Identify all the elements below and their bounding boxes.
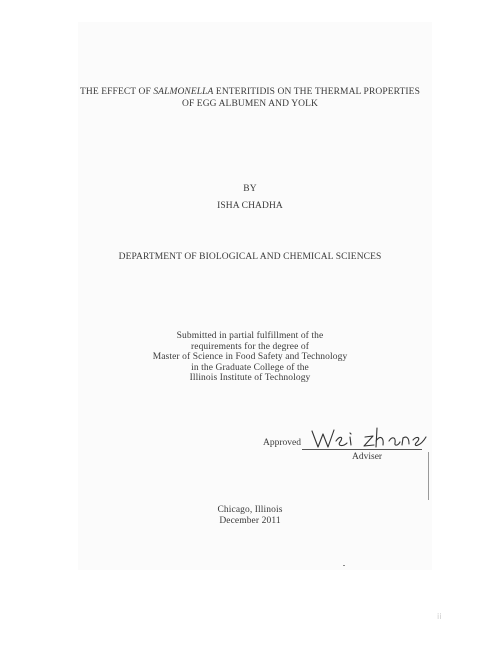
location-city: Chicago, Illinois [217,505,283,515]
adviser-label: Adviser [352,452,383,462]
scan-speck [343,565,345,566]
title-line-2: OF EGG ALBUMEN AND YOLK [181,99,318,109]
scan-edge-mark [428,452,429,500]
author-name: ISHA CHADHA [217,201,283,211]
title-prefix: THE EFFECT OF [80,87,154,97]
submission-line-1: Submitted in partial fulfillment of the [176,331,324,341]
title-italic-organism: SALMONELLA [153,87,214,97]
department-name: DEPARTMENT OF BIOLOGICAL AND CHEMICAL SCIENCES [118,252,382,262]
submission-line-2: requirements for the degree of [190,342,309,352]
submission-line-4: in the Graduate College of the [191,363,309,373]
page-number: ii [437,612,442,621]
by-label: BY [243,184,257,194]
submission-date: December 2011 [219,516,281,526]
submission-line-5: Illinois Institute of Technology [189,373,311,383]
title-line-1 [0,87,500,98]
title-suffix: ENTERITIDIS ON THE THERMAL PROPERTIES [213,87,420,97]
signature-line [302,449,422,450]
approved-label: Approved [263,438,301,448]
submission-line-3: Master of Science in Food Safety and Technology [152,352,348,362]
adviser-signature [310,425,428,451]
